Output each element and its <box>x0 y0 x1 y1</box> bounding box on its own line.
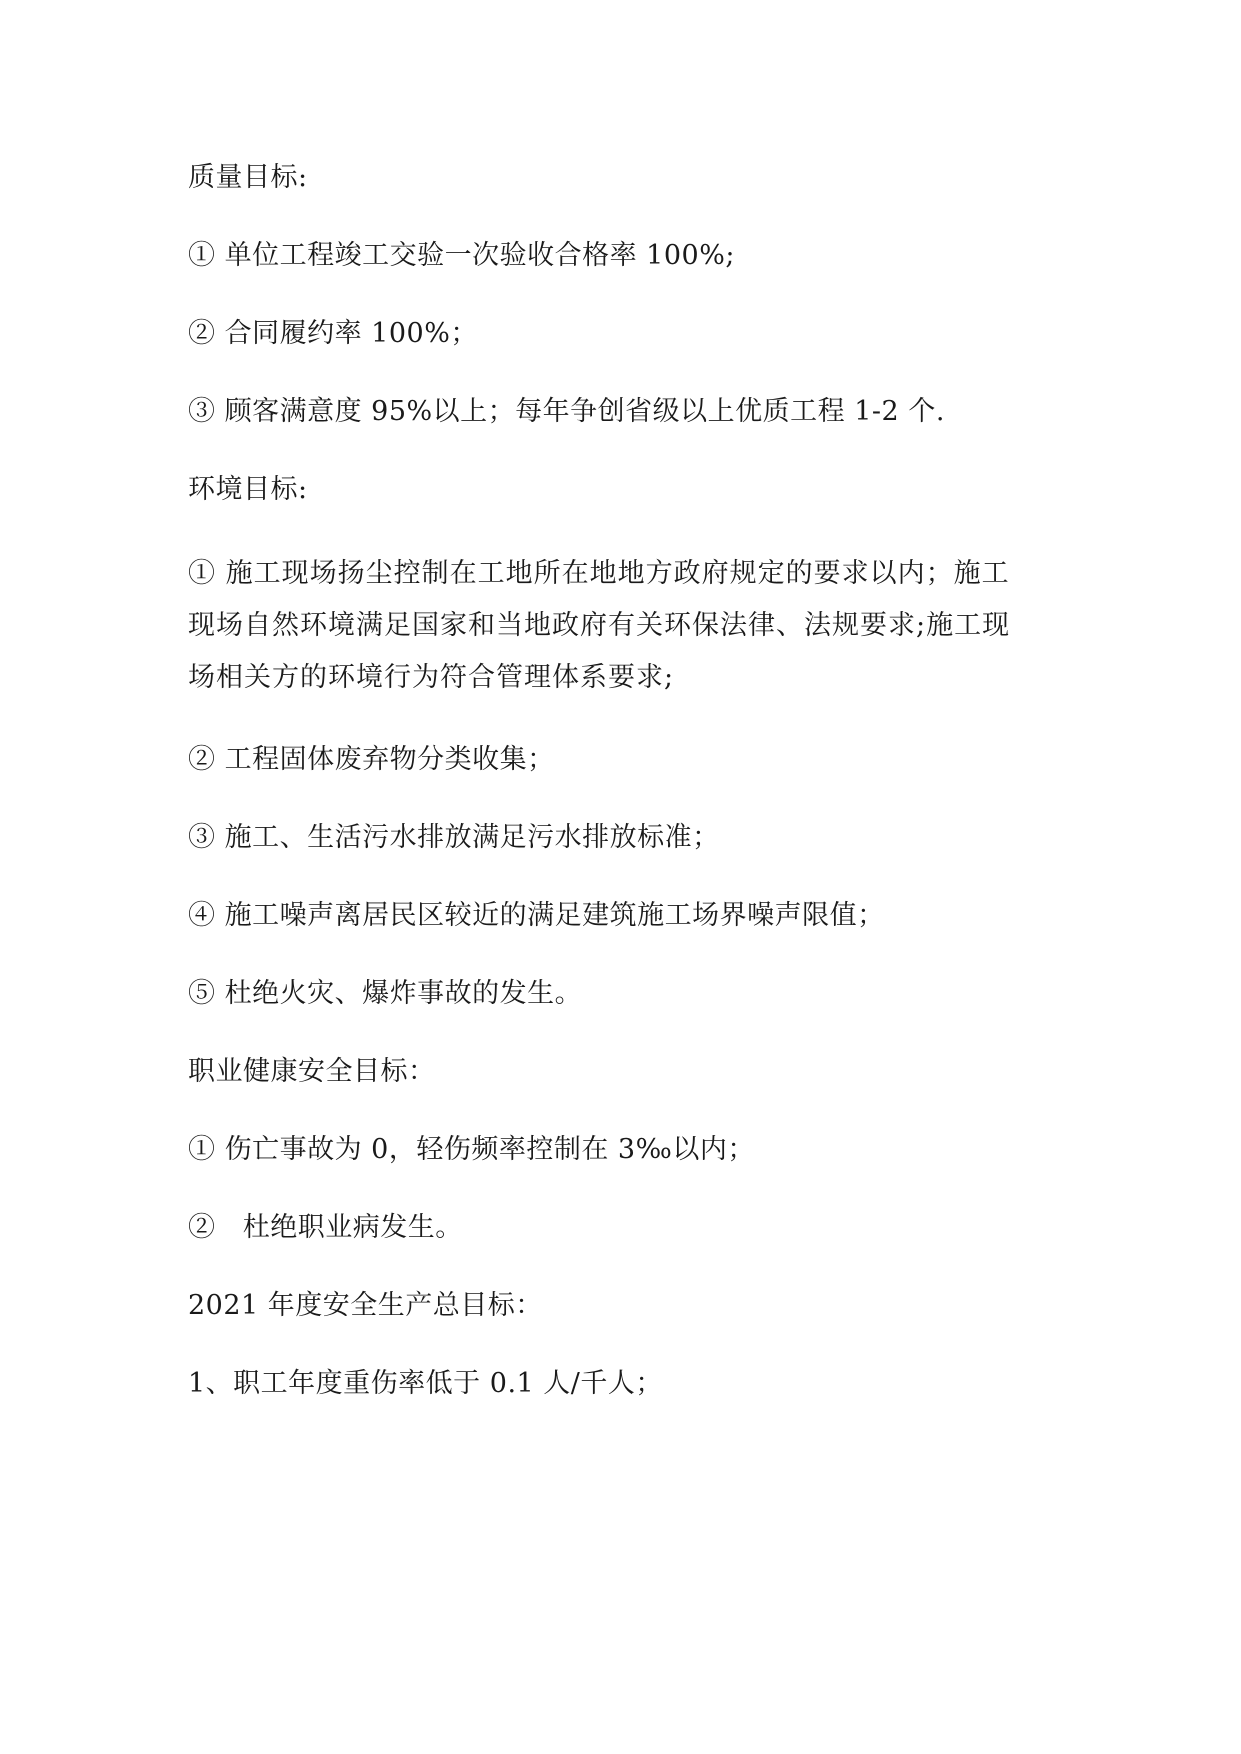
document-body <box>188 158 1068 1404</box>
environment-item-3: ③ 施工、生活污水排放满足污水排放标准； <box>188 822 720 853</box>
ohs-item-1: ① 伤亡事故为 0，轻伤频率控制在 3‰以内； <box>188 1134 755 1165</box>
environment-item-1 <box>188 548 1068 704</box>
quality-item-2: ② 合同履约率 100%； <box>188 318 478 349</box>
environment-heading: 环境目标: <box>188 474 308 505</box>
environment-item-2: ② 工程固体废弃物分类收集； <box>188 744 555 775</box>
environment-item-1-line-3: 场相关方的环境行为符合管理体系要求; <box>188 662 675 693</box>
quality-item-1: ① 单位工程竣工交验一次验收合格率 100%; <box>188 240 735 271</box>
ohs-heading: 职业健康安全目标： <box>188 1056 436 1087</box>
safety-2021-item-1: 1、职工年度重伤率低于 0.1 人/千人； <box>188 1368 663 1399</box>
safety-2021-heading: 2021 年度安全生产总目标： <box>188 1290 543 1321</box>
environment-item-4: ④ 施工噪声离居民区较近的满足建筑施工场界噪声限值； <box>188 900 885 931</box>
quality-item-3: ③ 顾客满意度 95%以上；每年争创省级以上优质工程 1-2 个. <box>188 396 945 427</box>
quality-heading: 质量目标: <box>188 162 308 193</box>
ohs-item-2: ② 杜绝职业病发生。 <box>188 1212 463 1243</box>
environment-item-1-line-1: ① 施工现场扬尘控制在工地所在地地方政府规定的要求以内；施工 <box>188 558 1010 589</box>
environment-item-1-line-2: 现场自然环境满足国家和当地政府有关环保法律、法规要求;施工现 <box>188 610 1011 641</box>
environment-item-5: ⑤ 杜绝火灾、爆炸事故的发生。 <box>188 978 583 1009</box>
